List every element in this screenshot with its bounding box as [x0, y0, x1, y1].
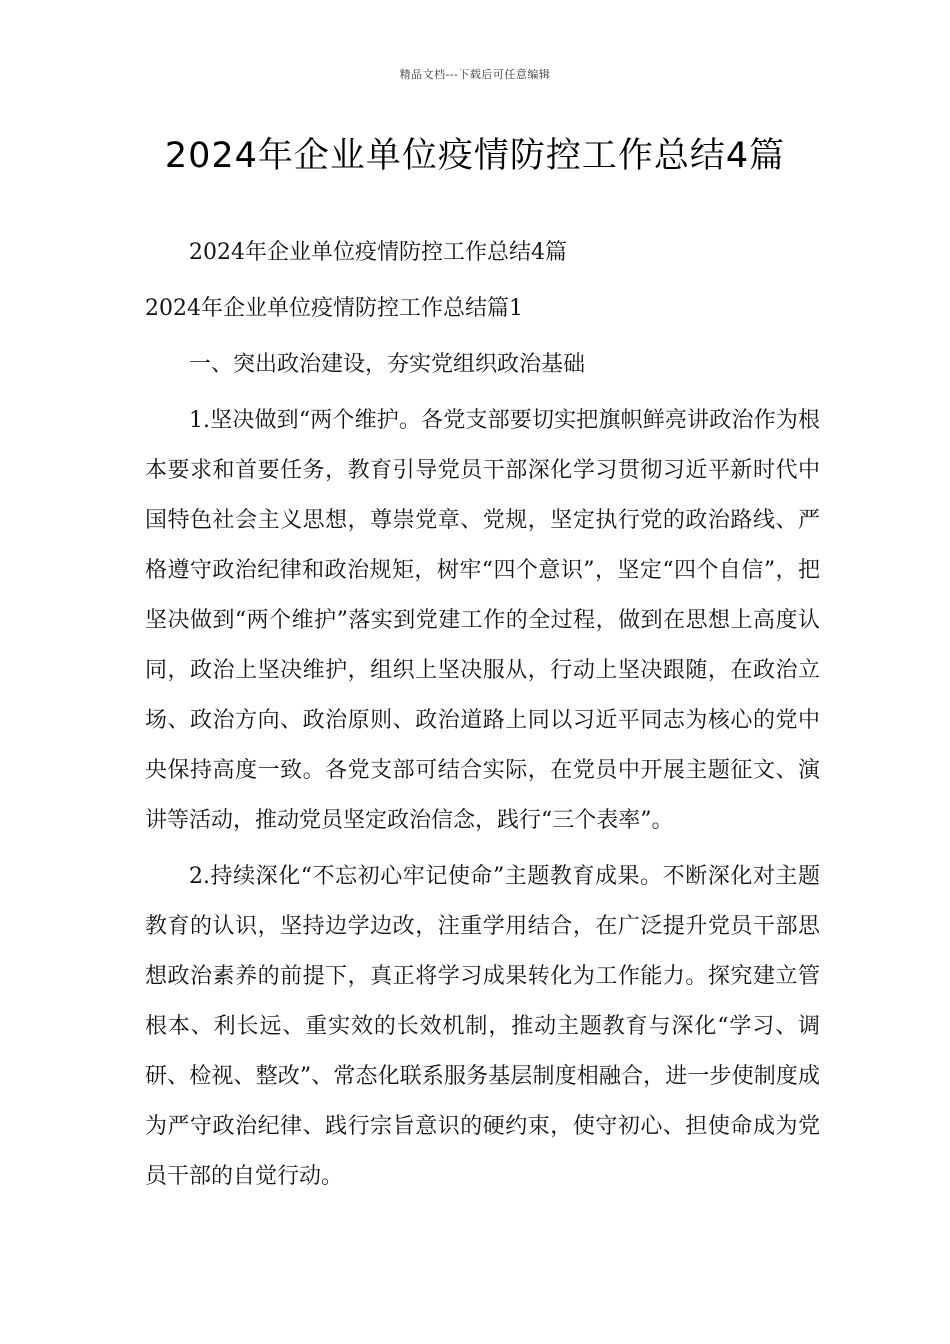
paragraph-2: 2.持续深化“不忘初心牢记使命”主题教育成果。不断深化对主题教育的认识，坚持边学边改，注重学用结合，在广泛提升党员干部思想政治素养的前提下，真正将学习成果转化为工作能力。探究建立管根本、利长远、重实效的长效机制，推动主题教育与深化“学习、调研、检视、整改”、常态化联系服务基层制度相融合，进一步使制度成为严守政治纪律、践行宗旨意识的硬约束，使守初心、担使命成为党员干部的自觉行动。 [145, 864, 820, 1189]
header-note: 精品文档---下载后可任意编辑 [399, 68, 551, 81]
document-body [145, 228, 820, 1202]
document-title: 2024年企业单位疫情防控工作总结4篇 [164, 136, 786, 176]
section-title: 2024年企业单位疫情防控工作总结篇1 [145, 296, 523, 321]
subtitle-line: 2024年企业单位疫情防控工作总结4篇 [189, 240, 567, 265]
paragraph-1: 1.坚决做到“两个维护。各党支部要切实把旗帜鲜亮讲政治作为根本要求和首要任务，教育引导党员干部深化学习贯彻习近平新时代中国特色社会主义思想，尊崇党章、党规，坚定执行党的政治路线、严格遵守政治纪律和政治规矩，树牢“四个意识”，坚定“四个自信”，把坚决做到“两个维护”落实到党建工作的全过程，做到在思想上高度认同，政治上坚决维护，组织上坚决服从，行动上坚决跟随，在政治立场、政治方向、政治原则、政治道路上同以习近平同志为核心的党中央保持高度一致。各党支部可结合实际，在党员中开展主题征文、演讲等活动，推动党员坚定政治信念，践行“三个表率”。 [145, 408, 820, 833]
section-heading: 一、突出政治建设，夯实党组织政治基础 [189, 352, 586, 377]
